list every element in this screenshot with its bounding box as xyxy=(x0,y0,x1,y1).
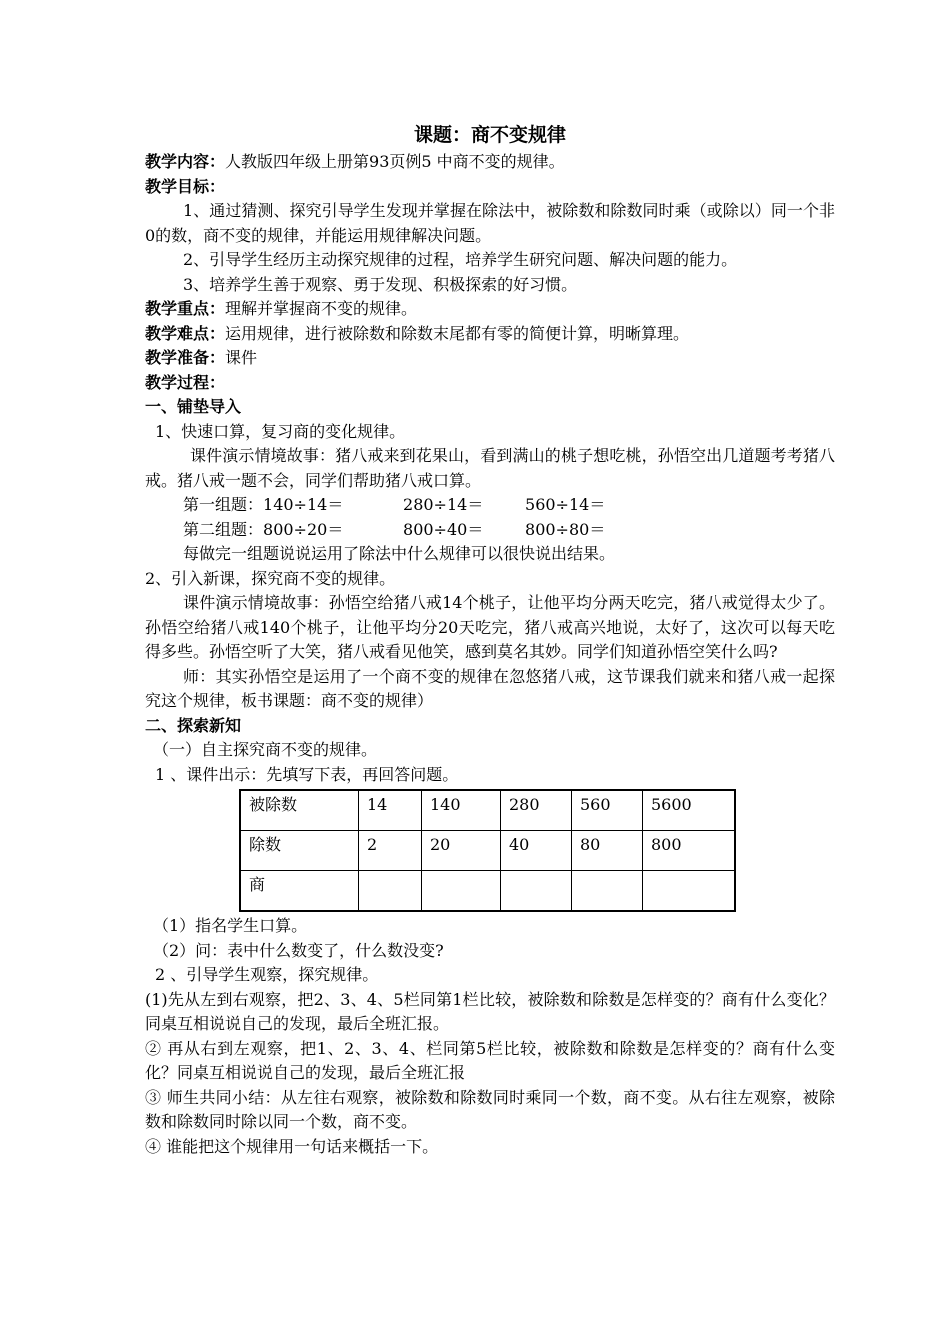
calc-expression: 800÷80＝ xyxy=(525,519,606,539)
table-cell xyxy=(422,871,501,912)
table-cell: 140 xyxy=(422,790,501,831)
calc-group-label: 第一组题： xyxy=(183,495,264,514)
table-cell: 5600 xyxy=(643,790,736,831)
table-cell: 除数 xyxy=(240,831,359,871)
section1-after-each: 每做完一组题说说运用了除法中什么规律可以很快说出结果。 xyxy=(183,544,616,563)
table-cell: 280 xyxy=(501,790,572,831)
table-row xyxy=(240,790,735,831)
table-cell: 40 xyxy=(501,831,572,871)
table-row xyxy=(240,831,735,871)
section2-obs4: ④ 谁能把这个规律用一句话来概括一下。 xyxy=(145,1136,439,1156)
goal-item: 3、培养学生善于观察、勇于发现、积极探索的好习惯。 xyxy=(183,274,578,294)
preparation-label: 教学准备： xyxy=(145,348,226,367)
table-cell: 560 xyxy=(572,790,643,831)
table-cell xyxy=(359,871,422,912)
table-cell: 20 xyxy=(422,831,501,871)
difficulty xyxy=(145,322,835,347)
section2-sub1: （一）自主探究商不变的规律。 xyxy=(153,740,378,759)
section1-story2: 课件演示情境故事：孙悟空给猪八戒14个桃子，让他平均分两天吃完，猪八戒觉得太少了。孙悟空给猪八戒140个桃子，让他平均分20天吃完，猪八戒高兴地说，太好了，这次可以每天吃得多些。孙悟空听了大笑，猪八戒看见他笑，感到莫名其妙。同学们知道孙悟空笑什么吗? xyxy=(145,593,835,661)
preparation xyxy=(145,346,835,371)
table-cell: 14 xyxy=(359,790,422,831)
quotient-table xyxy=(239,789,736,912)
teaching-content-label: 教学内容： xyxy=(145,152,226,171)
table-cell: 80 xyxy=(572,831,643,871)
calc-expression: 560÷14＝ xyxy=(525,495,606,514)
calc-group-1 xyxy=(145,493,835,518)
calc-group-2 xyxy=(145,518,835,543)
section1-item2: 2、引入新课，探究商不变的规律。 xyxy=(145,568,396,588)
section2-obs2: ② 再从右到左观察，把1、2、3、4、栏同第5栏比较，被除数和除数是怎样变的？商有什么变化？同桌互相说说自己的发现，最后全班汇报 xyxy=(145,1038,835,1082)
teaching-goals-label: 教学目标： xyxy=(145,176,226,196)
table-cell xyxy=(501,871,572,912)
key-point-label: 教学重点： xyxy=(145,299,226,318)
section1-teacher: 师：其实孙悟空是运用了一个商不变的规律在忽悠猪八戒，这节课我们就来和猪八戒一起探究这个规律，板书课题：商不变的规律） xyxy=(145,666,835,710)
teaching-content-text: 人教版四年级上册第93页例5 中商不变的规律。 xyxy=(225,152,565,171)
section2-q1: （1）指名学生口算。 xyxy=(153,916,308,935)
table-row xyxy=(240,871,735,912)
calc-expression: 280÷14＝ xyxy=(403,495,484,514)
goal-item: 1、通过猜测、探究引导学生发现并掌握在除法中，被除数和除数同时乘（或除以）同一个非0的数，商不变的规律，并能运用规律解决问题。 xyxy=(145,201,835,245)
key-point-text: 理解并掌握商不变的规律。 xyxy=(225,299,418,318)
table-cell: 800 xyxy=(643,831,736,871)
table-cell: 2 xyxy=(359,831,422,871)
teaching-content xyxy=(145,150,835,175)
difficulty-text: 运用规律，进行被除数和除数末尾都有零的简便计算，明晰算理。 xyxy=(225,323,690,343)
section-heading: 一、铺垫导入 xyxy=(145,397,242,416)
goal-item: 2、引导学生经历主动探究规律的过程，培养学生研究问题、解决问题的能力。 xyxy=(183,250,738,269)
section2-obs3: ③ 师生共同小结：从左往右观察，被除数和除数同时乘同一个数，商不变。从右往左观察，被除数和除数同时除以同一个数，商不变。 xyxy=(145,1087,835,1131)
calc-expression: 800÷20＝ xyxy=(263,519,344,539)
calc-group-label: 第二组题： xyxy=(183,519,264,539)
section2-obs1: (1)先从左到右观察，把2、3、4、5栏同第1栏比较，被除数和除数是怎样变的？商有什么变化？同桌互相说说自己的发现，最后全班汇报。 xyxy=(145,989,835,1033)
table-cell xyxy=(643,871,736,912)
difficulty-label: 教学难点： xyxy=(145,323,226,343)
calc-expression: 800÷40＝ xyxy=(403,519,484,539)
process-label: 教学过程： xyxy=(145,372,226,392)
preparation-text: 课件 xyxy=(225,348,258,367)
table-cell: 商 xyxy=(240,871,359,912)
key-point xyxy=(145,297,835,322)
document-title: 课题：商不变规律 xyxy=(413,124,566,146)
calc-expression: 140÷14＝ xyxy=(263,495,344,514)
section2-q2: （2）问：表中什么数变了，什么数没变? xyxy=(153,940,444,960)
table-cell xyxy=(572,871,643,912)
section2-item1: 1 、课件出示：先填写下表，再回答问题。 xyxy=(155,764,459,784)
section1-story1: 课件演示情境故事：猪八戒来到花果山，看到满山的桃子想吃桃，孙悟空出几道题考考猪八戒。猪八戒一题不会，同学们帮助猪八戒口算。 xyxy=(145,446,835,490)
table-cell: 被除数 xyxy=(240,790,359,831)
section1-item1: 1、快速口算，复习商的变化规律。 xyxy=(155,421,406,441)
document-page xyxy=(145,120,835,1159)
section-heading: 二、探索新知 xyxy=(145,715,242,735)
section2-item2: 2 、引导学生观察，探究规律。 xyxy=(155,965,379,984)
